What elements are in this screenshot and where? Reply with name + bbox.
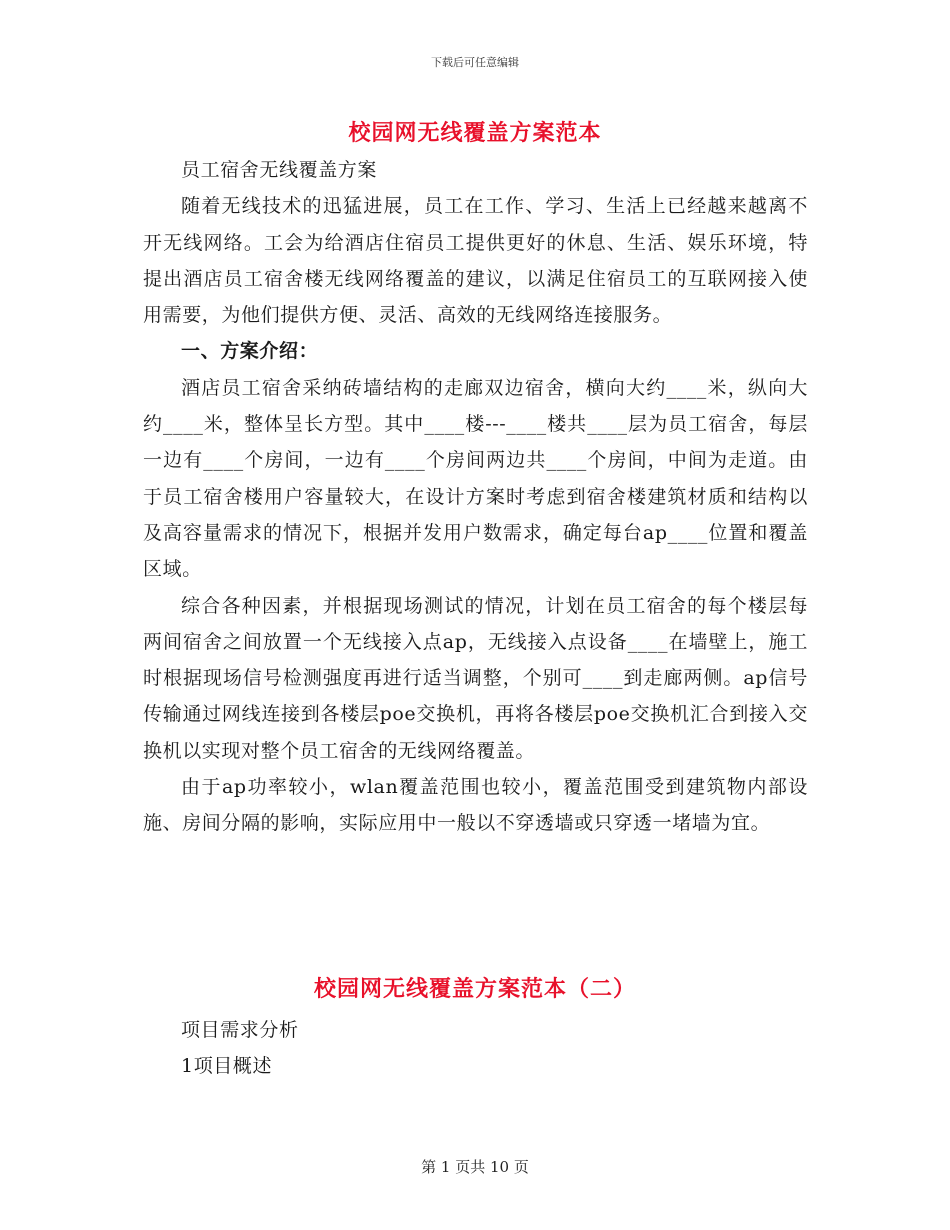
page-header-note: 下载后可任意编辑 xyxy=(431,56,519,69)
paragraph-overview: 1项目概述 xyxy=(181,1055,273,1078)
paragraph-coverage: 由于ap功率较小，wlan覆盖范围也较小，覆盖范围受到建筑物内部设施、房间分隔的影响，实际应用中一般以不穿透墙或只穿透一堵墙为宜。 xyxy=(143,776,808,835)
section-2-body xyxy=(143,1012,808,1085)
page-footer: 第 1 页共 10 页 xyxy=(421,1158,529,1176)
paragraph-intro: 随着无线技术的迅猛进展，员工在工作、学习、生活上已经越来越离不开无线网络。工会为给酒店住宿员工提供更好的休息、生活、娱乐环境，特提出酒店员工宿舍楼无线网络覆盖的建议，以满足住宿员工的互联网接入使用需要，为他们提供方便、灵活、高效的无线网络连接服务。 xyxy=(143,195,808,327)
paragraph-structure: 酒店员工宿舍采纳砖墙结构的走廊双边宿舍，横向大约____米，纵向大约____米，整体呈长方型。其中____楼---____楼共____层为员工宿舍，每层一边有____个房间，一边有____个房间两边共____个房间，中间为走道。由于员工宿舍楼用户容量较大，在设计方案时考虑到宿舍楼建筑材质和结构以及高容量需求的情况下，根据并发用户数需求，确定每台ap____位置和覆盖区域。 xyxy=(143,376,808,581)
paragraph-deployment: 综合各种因素，并根据现场测试的情况，计划在员工宿舍的每个楼层每两间宿舍之间放置一个无线接入点ap，无线接入点设备____在墙壁上，施工时根据现场信号检测强度再进行适当调整，个别可____到走廊两侧。ap信号传输通过网线连接到各楼层poe交换机，再将各楼层poe交换机汇合到接入交换机以实现对整个员工宿舍的无线网络覆盖。 xyxy=(143,594,808,762)
document-title: 校园网无线覆盖方案范本 xyxy=(348,120,602,146)
paragraph-subtitle: 员工宿舍无线覆盖方案 xyxy=(181,159,378,181)
section-1-body xyxy=(143,152,808,842)
paragraph-requirements: 项目需求分析 xyxy=(181,1019,299,1041)
section-2-title: 校园网无线覆盖方案范本（二） xyxy=(313,976,636,1002)
section-heading-plan: 一、方案介绍： xyxy=(181,340,319,363)
